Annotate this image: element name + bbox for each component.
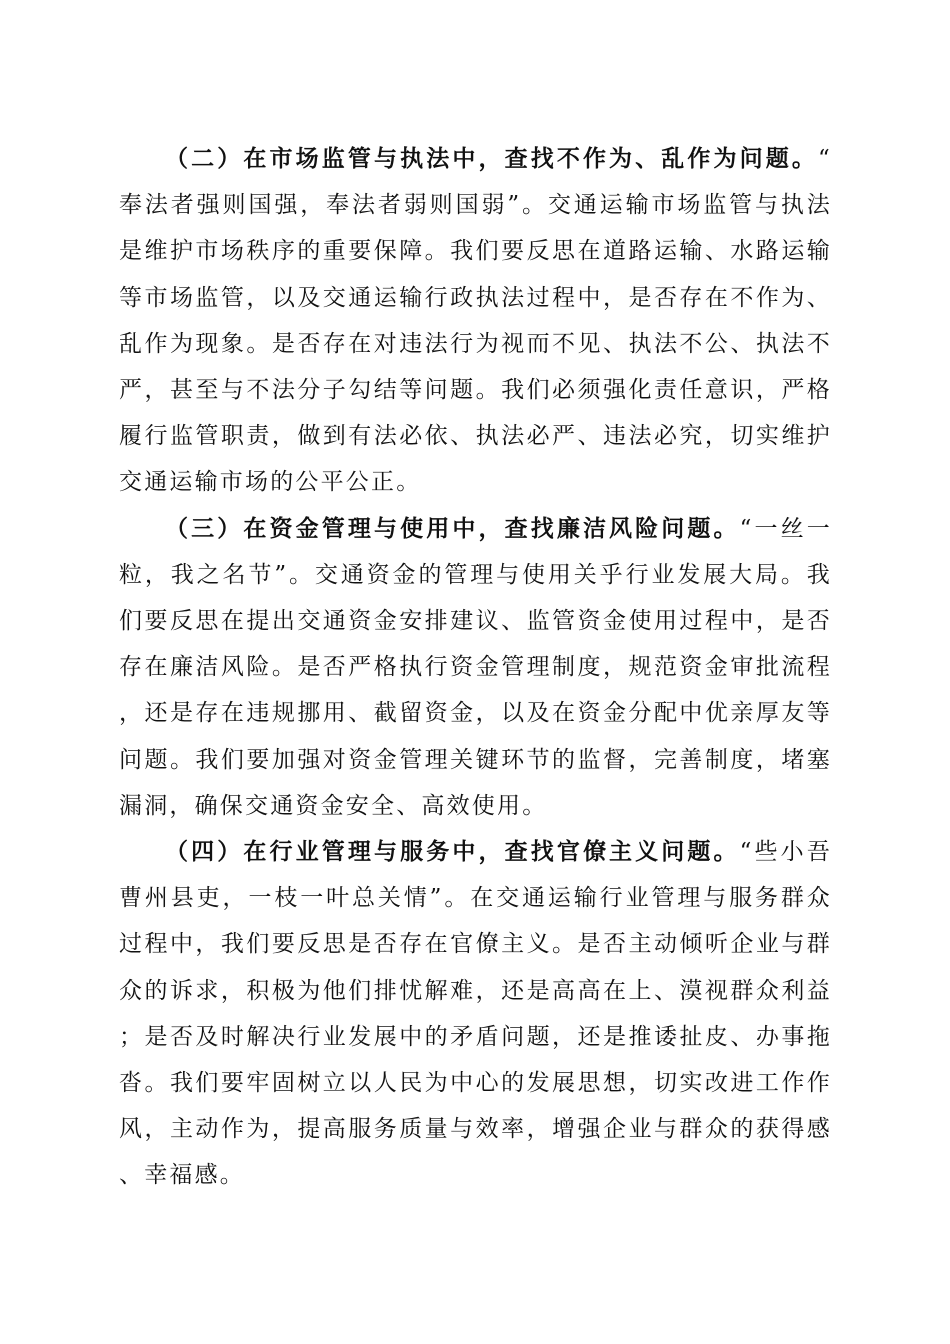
paragraph-fund-management [119, 506, 832, 829]
paragraph-text: “奉法者强则国强，奉法者弱则国弱”。交通运输市场监管与执法是维护市场秩序的重要保障。我们要反思在道路运输、水路运输等市场监管，以及交通运输行政执法过程中，是否存在不作为、乱作为现象。是否存在对违法行为视而不见、执法不公、执法不严，甚至与不法分子勾结等问题。我们必须强化责任意识，严格履行监管职责，做到有法必依、执法必严、违法必究，切实维护交通运输市场的公平公正。 [119, 146, 832, 496]
paragraph-heading: （三）在资金管理与使用中，查找廉洁风险问题。 [165, 515, 740, 542]
document-body [119, 136, 832, 1199]
paragraph-heading: （二）在市场监管与执法中，查找不作为、乱作为问题。 [165, 146, 819, 172]
paragraph-heading: （四）在行业管理与服务中，查找官僚主义问题。 [165, 839, 740, 866]
paragraph-market-supervision [119, 136, 832, 506]
paragraph-text: “些小吾曹州县吏，一枝一叶总关情”。在交通运输行业管理与服务群众过程中，我们要反思是否存在官僚主义。是否主动倾听企业与群众的诉求，积极为他们排忧解难，还是高高在上、漠视群众利益；是否及时解决行业发展中的矛盾问题，还是推诿扯皮、办事拖沓。我们要牢固树立以人民为中心的发展思想，切实改进工作作风，主动作为，提高服务质量与效率，增强企业与群众的获得感、幸福感。 [119, 839, 832, 1189]
paragraph-text: “一丝一粒，我之名节”。交通资金的管理与使用关乎行业发展大局。我们要反思在提出交通资金安排建议、监管资金使用过程中，是否存在廉洁风险。是否严格执行资金管理制度，规范资金审批流程，还是存在违规挪用、截留资金，以及在资金分配中优亲厚友等问题。我们要加强对资金管理关键环节的监督，完善制度，堵塞漏洞，确保交通资金安全、高效使用。 [119, 515, 832, 819]
paragraph-industry-service [119, 829, 832, 1199]
